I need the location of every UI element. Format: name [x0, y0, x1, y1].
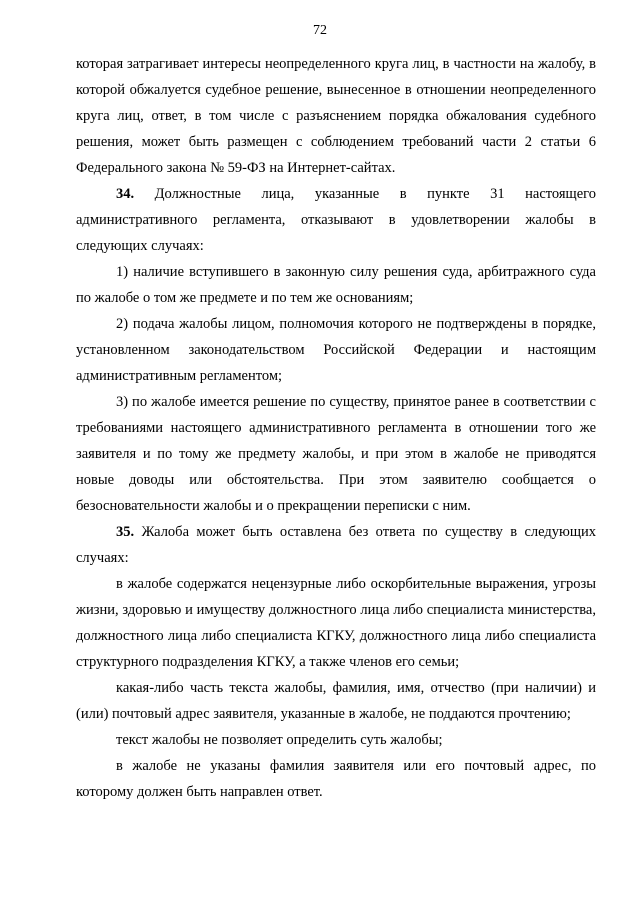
paragraph-number: 34. [116, 186, 135, 202]
list-item-text: 3) по жалобе имеется решение по существу, принятое ранее в соответствии с требованиями настоящего административного регламента в отношении того же заявителя и по тому же предмету жалобы, и при этом в жалобе не приводятся новые доводы или обстоятельства. При этом заявителю сообщается о безосновательности жалобы и о прекращении переписки с ним. [76, 394, 596, 514]
paragraph-text: Жалоба может быть оставлена без ответа по существу в следующих случаях: [76, 524, 596, 566]
page-number: 72 [313, 23, 327, 38]
case-item-text: в жалобе содержатся нецензурные либо оскорбительные выражения, угрозы жизни, здоровью и имуществу должностного лица либо специалиста министерства, должностного лица либо специалиста КГКУ, должностного лица либо специалиста структурного подразделения КГКУ, а также членов его семьи; [76, 576, 596, 670]
paragraph-text: которая затрагивает интересы неопределенного круга лиц, в частности на жалобу, в которой обжалуется судебное решение, вынесенное в отношении неопределенного круга лиц, ответ, в том числе с разъяснением порядка обжалования судебного решения, может быть размещен с соблюдением требований части 2 статьи 6 Федерального закона № 59-ФЗ на Интернет-сайтах. [76, 56, 596, 176]
list-item-3 [76, 389, 596, 519]
list-item-text: 1) наличие вступившего в законную силу решения суда, арбитражного суда по жалобе о том же предмете и по тем же основаниям; [76, 264, 596, 306]
list-item-text: 2) подача жалобы лицом, полномочия которого не подтверждены в порядке, установленном законодательством Российской Федерации и настоящим административным регламентом; [76, 316, 596, 384]
document-body [76, 51, 596, 805]
case-item-text: текст жалобы не позволяет определить суть жалобы; [116, 732, 443, 748]
paragraph-text: Должностные лица, указанные в пункте 31 настоящего административного регламента, отказывают в удовлетворении жалобы в следующих случаях: [76, 186, 596, 254]
list-item-2 [76, 311, 596, 389]
paragraph-continuation [76, 51, 596, 181]
case-item-3 [76, 727, 596, 753]
case-item-4 [76, 753, 596, 805]
list-item-1 [76, 259, 596, 311]
case-item-1 [76, 571, 596, 675]
case-item-text: какая-либо часть текста жалобы, фамилия, имя, отчество (при наличии) и (или) почтовый адрес заявителя, указанные в жалобе, не поддаются прочтению; [76, 680, 596, 722]
case-item-2 [76, 675, 596, 727]
paragraph-number: 35. [116, 524, 135, 540]
paragraph-35 [76, 519, 596, 571]
case-item-text: в жалобе не указаны фамилия заявителя или его почтовый адрес, по которому должен быть направлен ответ. [76, 758, 596, 800]
paragraph-34 [76, 181, 596, 259]
